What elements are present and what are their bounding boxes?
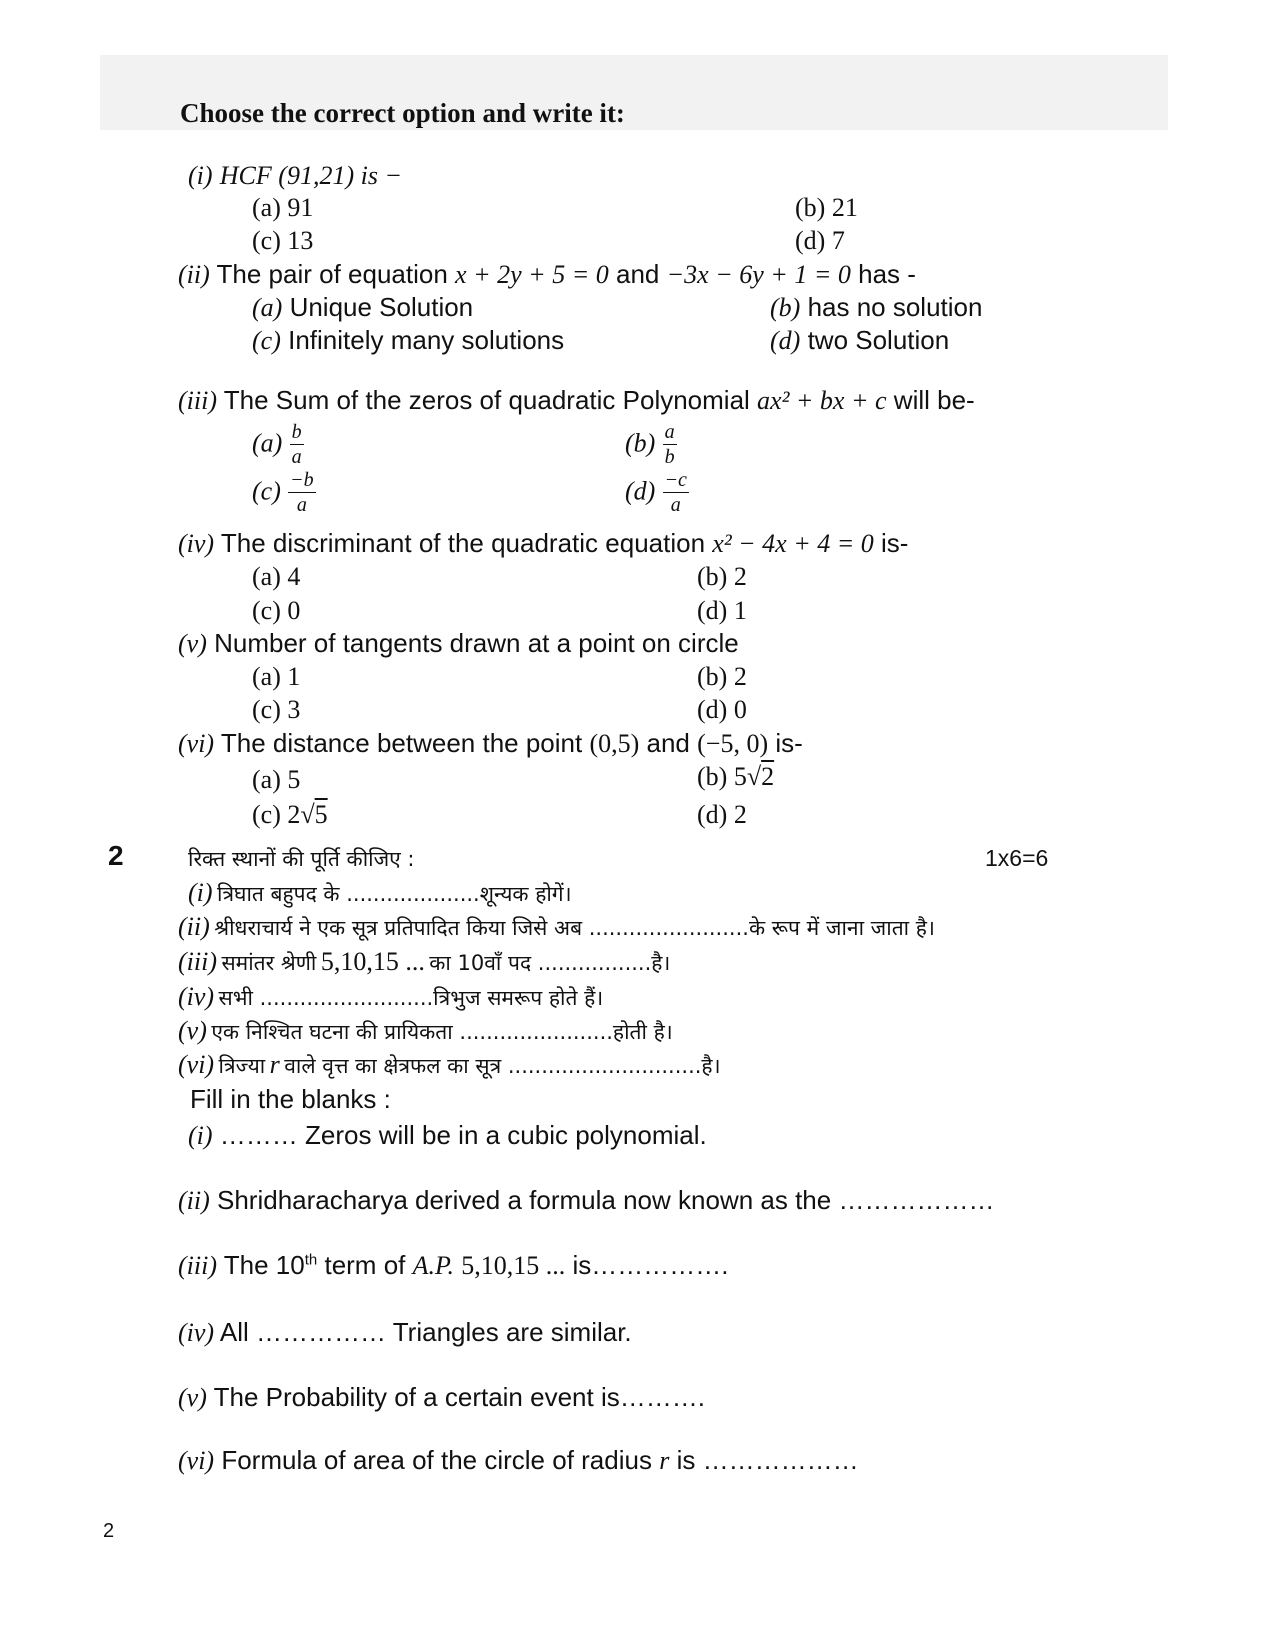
q1-ii-text-2: and [616,259,660,289]
english-item [178,1250,729,1281]
abbreviation: A.P. [412,1251,455,1280]
hindi-item [188,878,572,908]
q1-iii-expression: ax² + bx + c [757,386,887,415]
marks-label: 1x6=6 [985,845,1049,871]
q1-ii-option-b [770,292,982,323]
q1-ii-question [178,259,916,290]
item-label: (v) [178,1383,207,1412]
hindi-item [178,982,603,1012]
superscript: th [304,1251,318,1269]
variable: r [269,1050,280,1079]
denominator: a [296,494,307,516]
item-label: (iv) [178,1318,215,1347]
q1-ii-label: (ii) [178,260,210,289]
item-text: सभी ..........................त्रिभुज समरूप होते हैं। [218,986,604,1010]
q1-i-text: HCF (91,21) is − [219,161,402,190]
fraction [288,470,316,515]
item-text: ……… Zeros will be in a cubic polynomial. [219,1120,707,1150]
q1-v-question [178,628,739,659]
option-label: (b) [770,293,801,322]
item-text: एक निश्चित घटना की प्रायिकता .......................होती है। [211,1020,673,1044]
q1-vi-option-d: (d) 2 [697,800,747,829]
q1-v-text: Number of tangents drawn at a point on circle [214,628,739,658]
english-item [188,1120,707,1151]
q1-i-option-c: (c) 13 [252,226,314,255]
q1-iv-option-a: (a) 4 [252,562,301,591]
q1-v-option-a: (a) 1 [252,662,301,691]
option-label: (b) 5√ [697,762,762,791]
item-text: All …………… Triangles are similar. [219,1317,632,1347]
item-text: term of [324,1250,406,1280]
item-text: का 10वॉं पद .................है। [429,951,671,975]
item-text: The 10 [223,1250,305,1280]
q1-vi-option-b [697,762,774,792]
item-text: is ……………… [676,1445,859,1475]
instruction-heading: Choose the correct option and write it: [180,98,625,128]
english-section-title: Fill in the blanks : [190,1084,391,1114]
radicand: 2 [761,762,775,791]
q1-vi-point-1: (0,5) [589,729,640,758]
q1-vi-text-2: and [646,728,690,758]
option-label: (c) [252,476,281,506]
item-label: (vi) [178,1050,215,1079]
item-label: (iv) [178,982,215,1011]
option-label: (b) [625,428,656,458]
q1-i-option-d: (d) 7 [795,226,845,255]
option-text: Unique Solution [289,292,474,322]
english-item [178,1445,859,1476]
q1-i-option-a: (a) 91 [252,193,314,222]
item-label: (ii) [178,1186,210,1215]
item-label: (ii) [178,912,210,941]
q1-iv-option-d: (d) 1 [697,596,747,625]
q1-iii-label: (iii) [178,386,217,415]
option-label: (d) [770,326,801,355]
item-text: Formula of area of the circle of radius [221,1445,652,1475]
fraction [290,422,304,467]
denominator: a [670,494,681,516]
sequence: 5,10,15 ... [461,1251,566,1280]
hindi-item [178,1016,673,1046]
option-text: has no solution [807,292,983,322]
q1-v-option-d: (d) 0 [697,695,747,724]
q1-ii-equation-2: −3x − 6y + 1 = 0 [666,260,851,289]
denominator: a [291,446,302,468]
q1-iv-option-c: (c) 0 [252,596,301,625]
q1-iv-option-b: (b) 2 [697,562,747,591]
q1-ii-option-c [252,325,564,356]
option-label: (d) [625,476,656,506]
q1-ii-option-d [770,325,949,356]
q1-i-question [188,160,402,191]
q1-iii-tail: will be- [893,385,975,415]
option-label: (a) [252,428,283,458]
item-text: The Probability of a certain event is………. [213,1382,705,1412]
sequence: 5,10,15 ... [320,947,425,976]
item-text: Shridharacharya derived a formula now known as the ……………… [217,1185,995,1215]
q1-iii-option-d [625,470,689,515]
hindi-section-title: रिक्त स्थानों की पूर्ति कीजिए : [188,847,415,871]
item-label: (v) [178,1016,207,1045]
fraction [663,470,689,515]
numerator: −c [664,469,687,491]
q1-i-label: (i) [188,161,213,190]
item-text: is……………. [572,1250,729,1280]
hindi-item [178,1050,721,1080]
numerator: a [664,421,675,443]
item-text: त्रिज्या [218,1054,266,1078]
q1-iv-expression: x² − 4x + 4 = 0 [712,529,874,558]
option-text: two Solution [807,325,950,355]
q1-v-label: (v) [178,629,207,658]
item-text: त्रिघात बहुपद के ....................शून्यक होगें। [217,882,572,906]
item-text: वाले वृत्त का क्षेत्रफल का सूत्र .............................है। [284,1054,721,1078]
q1-vi-question [178,728,803,759]
item-label: (i) [188,1121,213,1150]
q1-iii-option-b [625,422,677,467]
item-label: (i) [188,878,213,907]
numerator: b [291,421,302,443]
q1-v-option-b: (b) 2 [697,662,747,691]
english-item [178,1382,705,1413]
option-label: (c) 2√ [252,800,315,829]
q1-vi-option-a: (a) 5 [252,765,301,794]
option-label: (c) [252,326,281,355]
q1-iii-option-a [252,422,304,467]
fraction [663,422,677,467]
denominator: b [664,446,675,468]
hindi-item [178,947,670,977]
item-label: (iii) [178,1251,217,1280]
q1-i-option-b: (b) 21 [795,193,858,222]
q1-vi-text-3: is- [775,728,803,758]
question-number: 2 [108,840,124,871]
numerator: −b [290,469,314,491]
q1-ii-text-1: The pair of equation [216,259,448,289]
q1-iii-question [178,385,975,416]
option-label: (a) [252,293,283,322]
q1-ii-option-a [252,292,473,323]
page-number: 2 [103,1520,115,1542]
q1-vi-label: (vi) [178,729,215,758]
q1-ii-equation-1: x + 2y + 5 = 0 [455,260,609,289]
q1-ii-text-3: has - [858,259,916,289]
hindi-item [178,912,935,942]
variable: r [659,1446,670,1475]
item-text: समांतर श्रेणी [221,951,317,975]
option-text: Infinitely many solutions [288,325,565,355]
q1-iii-option-c [252,470,316,515]
english-item [178,1185,994,1216]
q1-iv-label: (iv) [178,529,215,558]
radicand: 5 [314,800,328,829]
q1-iii-text: The Sum of the zeros of quadratic Polynomial [223,385,750,415]
item-text: श्रीधराचार्य ने एक सूत्र प्रतिपादित किया जिसे अब ........................के रूप में जाना जाता है। [214,916,935,940]
q1-vi-option-c [252,800,328,830]
item-label: (iii) [178,947,217,976]
q1-vi-point-2: (−5, 0) [697,729,769,758]
q1-vi-text-1: The distance between the point [220,728,583,758]
q1-v-option-c: (c) 3 [252,695,301,724]
q1-iv-text: The discriminant of the quadratic equation [220,528,706,558]
item-label: (vi) [178,1446,215,1475]
q1-iv-question [178,528,908,559]
english-item [178,1317,632,1348]
q1-iv-tail: is- [881,528,909,558]
